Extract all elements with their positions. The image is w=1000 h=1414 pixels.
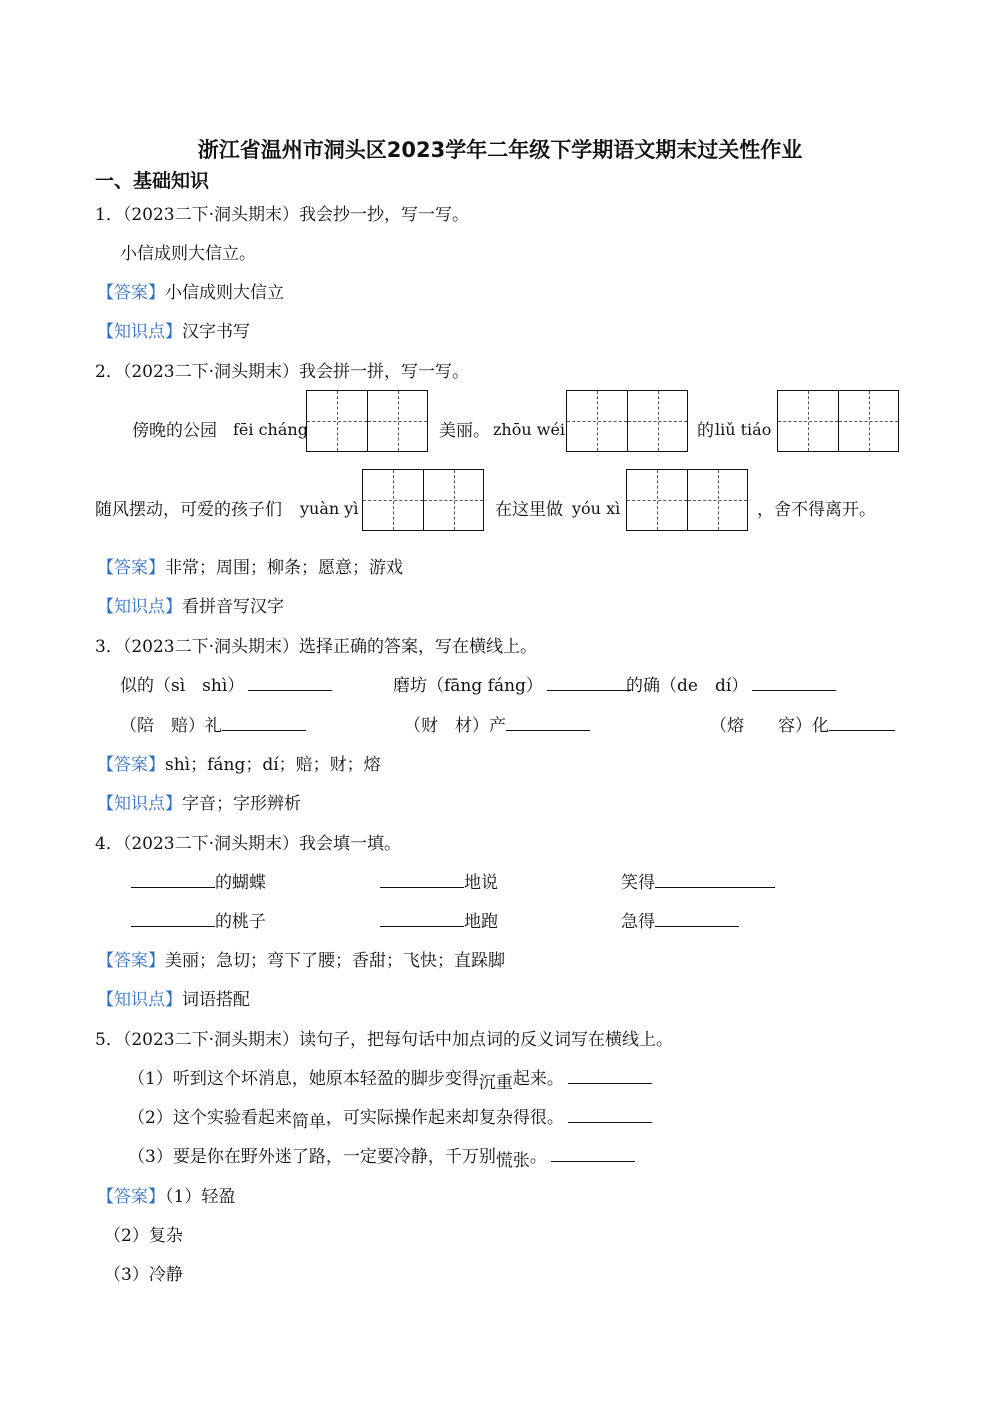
answer-blank[interactable] [248,689,332,691]
question-4-stem [95,836,401,853]
q2-writing-grid-4[interactable] [362,469,484,531]
answer-tag: 【答案】 [97,558,165,578]
page-title: 浙江省温州市洞头区2023学年二年级下学期语文期末过关性作业 [197,138,803,162]
knowledge-text: 字音；字形辨析 [182,794,301,814]
q2-text-3: 的 [697,421,714,441]
answer-text: 小信成则大信立 [165,283,284,303]
q4-item-5 [380,914,498,931]
q2-pinyin-2: zhōu wéi [493,420,566,439]
knowledge-tag: 【知识点】 [97,794,182,814]
q4-item-1 [131,875,266,892]
q4-item-3 [621,875,775,892]
item-text: 地说 [464,873,498,893]
sentence-text: 。 [529,1147,547,1167]
dotted-word: 沉重 [478,1073,513,1093]
q3-item-4 [120,718,306,735]
section-heading: 一、基础知识 [95,170,210,192]
answer-blank[interactable] [222,729,306,731]
q2-answer [97,560,403,577]
answer-tag: 【答案】 [97,283,165,303]
question-text: （2023二下·洞头期末）选择正确的答案，写在横线上。 [122,637,537,657]
q2-text-2: 美丽。 [439,421,490,441]
answer-blank[interactable] [131,886,215,888]
question-text: （2023二下·洞头期末）读句子，把每句话中加点词的反义词写在横线上。 [122,1030,673,1050]
q3-item-3 [626,678,836,695]
knowledge-text: 词语搭配 [182,990,250,1010]
dotted-word: 简单 [291,1112,326,1132]
knowledge-text: 看拼音写汉字 [182,597,284,617]
sentence-text: （1）听到这个坏消息，她原本轻盈的脚步变得 [128,1069,479,1089]
q2-knowledge [97,599,284,616]
answer-text: shì；fáng；dí；赔；财；熔 [165,755,381,775]
answer-blank[interactable] [752,689,836,691]
item-text: （财 材）产 [404,716,506,736]
q2-writing-grid-1[interactable] [306,390,428,452]
answer-blank[interactable] [380,886,464,888]
answer-tag: 【答案】 [97,951,165,971]
answer-blank[interactable] [655,925,739,927]
q2-text-5: 在这里做 [495,500,563,520]
knowledge-tag: 【知识点】 [97,322,182,342]
sentence-text: 起来。 [512,1069,564,1089]
item-text: 急得 [621,912,655,932]
answer-blank[interactable] [131,925,215,927]
knowledge-text: 汉字书写 [182,322,250,342]
question-number: 3． [95,637,123,657]
q4-knowledge [97,992,250,1009]
item-text: （陪 赔）礼 [120,716,222,736]
item-text: 似的（sì shì） [120,676,245,696]
item-text: （熔 容）化 [710,716,829,736]
question-1-stem [95,207,469,224]
question-number: 1． [95,205,123,225]
q5-sentence-2 [128,1108,652,1132]
q1-knowledge [97,324,250,341]
answer-tag: 【答案】 [97,1187,165,1207]
q2-writing-grid-3[interactable] [777,390,899,452]
question-5-stem [95,1032,673,1049]
answer-text: 美丽；急切；弯下了腰；香甜；飞快；直跺脚 [165,951,505,971]
q4-answer [97,953,505,970]
q5-answer-2: （2）复杂 [104,1226,183,1246]
q3-knowledge [97,796,301,813]
q2-text-1: 傍晚的公园 [132,421,217,441]
answer-blank[interactable] [568,1121,652,1123]
q2-writing-grid-5[interactable] [626,469,748,531]
answer-text: 非常；周围；柳条；愿意；游戏 [165,558,403,578]
q3-answer [97,757,381,774]
q2-pinyin-1: fēi cháng [233,420,308,439]
dotted-word: 慌张 [495,1151,530,1171]
q5-answer [97,1189,235,1206]
q2-pinyin-4: yuàn yì [300,499,359,518]
item-text: 笑得 [621,873,655,893]
item-text: 磨坊（fāng fáng） [393,676,543,696]
answer-text: （1）轻盈 [165,1187,236,1207]
q5-answer-3: （3）冷静 [104,1265,183,1285]
answer-blank[interactable] [380,925,464,927]
q3-item-1 [120,678,332,695]
q4-item-4 [131,914,266,931]
q2-text-4: 随风摆动，可爱的孩子们 [95,500,282,520]
item-text: 的蝴蝶 [215,873,266,893]
q5-sentence-3 [128,1147,635,1171]
answer-tag: 【答案】 [97,755,165,775]
question-number: 4． [95,834,123,854]
q4-item-2 [380,875,498,892]
answer-blank[interactable] [655,886,775,888]
q3-item-5 [404,718,590,735]
q2-pinyin-5: yóu xì [572,499,621,518]
answer-blank[interactable] [551,1160,635,1162]
question-text: （2023二下·洞头期末）我会拼一拼，写一写。 [122,362,469,382]
q3-item-6 [710,718,895,735]
q2-text-6: ，舍不得离开。 [757,500,876,520]
q2-pinyin-3: liǔ tiáo [715,420,772,439]
knowledge-tag: 【知识点】 [97,597,182,617]
question-text: （2023二下·洞头期末）我会填一填。 [122,834,401,854]
question-2-stem [95,364,469,381]
question-3-stem [95,639,537,656]
sentence-text: （2）这个实验看起来 [128,1108,292,1128]
answer-blank[interactable] [829,729,895,731]
sentence-text: ，可实际操作起来却复杂得很。 [325,1108,564,1128]
q1-sentence: 小信成则大信立。 [120,244,256,264]
item-text: 的确（de dí） [626,676,749,696]
q1-answer [97,285,284,302]
answer-blank[interactable] [568,1082,652,1084]
q4-item-6 [621,914,739,931]
question-text: （2023二下·洞头期末）我会抄一抄，写一写。 [122,205,469,225]
item-text: 的桃子 [215,912,266,932]
question-number: 2． [95,362,123,382]
knowledge-tag: 【知识点】 [97,990,182,1010]
answer-blank[interactable] [506,729,590,731]
answer-blank[interactable] [547,689,631,691]
q5-sentence-1 [128,1069,652,1093]
sentence-text: （3）要是你在野外迷了路，一定要冷静，千万别 [128,1147,496,1167]
q2-writing-grid-2[interactable] [566,390,688,452]
q3-item-2 [393,678,631,695]
item-text: 地跑 [464,912,498,932]
question-number: 5． [95,1030,123,1050]
